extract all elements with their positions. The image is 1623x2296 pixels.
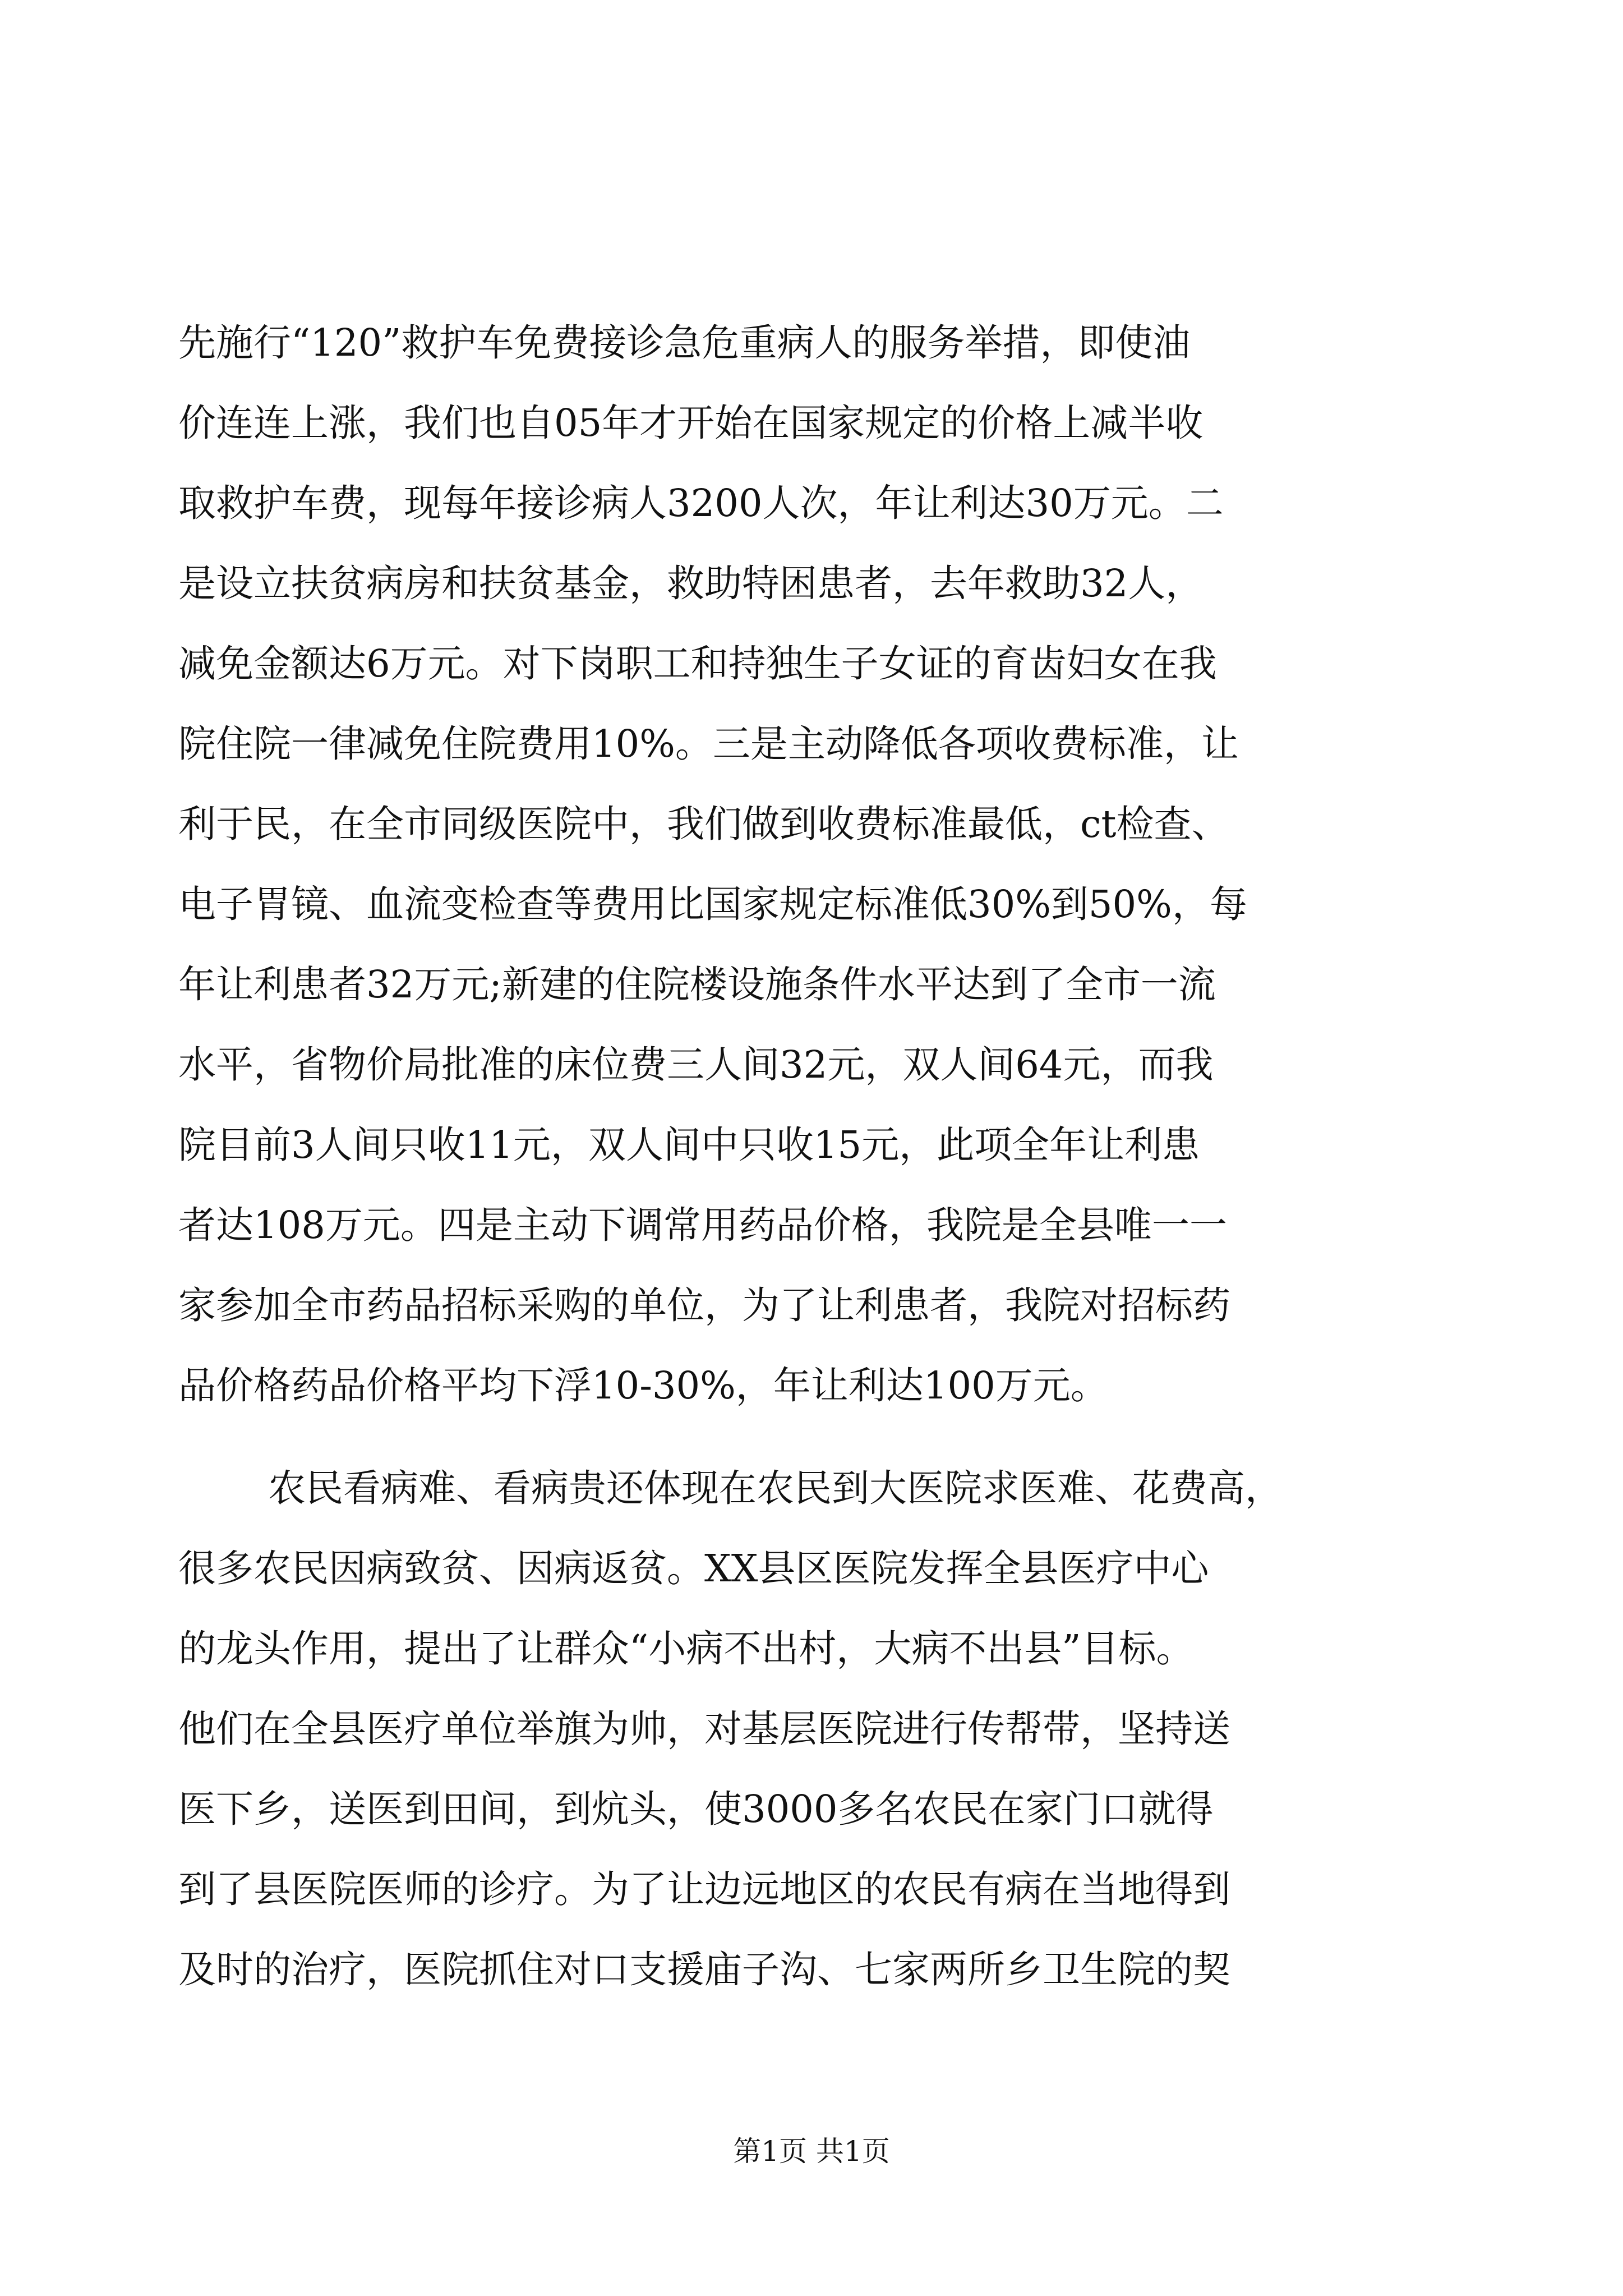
text-line: 家参加全市药品招标采购的单位，为了让利患者，我院对招标药 [178, 1283, 1230, 1327]
text-line: 及时的治疗，医院抓住对口支援庙子沟、七家两所乡卫生院的契 [178, 1948, 1230, 1991]
text-line: 减免金额达6万元。对下岗职工和持独生子女证的育齿妇女在我 [178, 642, 1217, 685]
text-line: 利于民，在全市同级医院中，我们做到收费标准最低，ct检查、 [178, 802, 1229, 846]
text-line: 是设立扶贫病房和扶贫基金，救助特困患者，去年救助32人， [178, 562, 1204, 605]
text-line: 的龙头作用，提出了让群众“小病不出村，大病不出县”目标。 [178, 1627, 1194, 1671]
text-line: 价连连上涨，我们也自05年才开始在国家规定的价格上减半收 [178, 401, 1204, 445]
text-line: 先施行“120”救护车免费接诊急危重病人的服务举措，即使油 [178, 321, 1191, 365]
paragraph-1 [178, 303, 1435, 1426]
text-line: 很多农民因病致贫、因病返贫。XX县区医院发挥全县医疗中心 [178, 1547, 1209, 1590]
text-line: 电子胃镜、血流变检查等费用比国家规定标准低30%到50%，每 [178, 882, 1247, 926]
text-line: 他们在全县医疗单位举旗为帅，对基层医院进行传帮带，坚持送 [178, 1707, 1230, 1751]
paragraph-2 [178, 1448, 1435, 2010]
text-line: 水平，省物价局批准的床位费三人间32元，双人间64元，而我 [178, 1043, 1214, 1087]
text-line: 农民看病难、看病贵还体现在农民到大医院求医难、花费高， [268, 1466, 1283, 1510]
text-line: 者达108万元。四是主动下调常用药品价格，我院是全县唯一一 [178, 1203, 1227, 1247]
text-line: 院住院一律减免住院费用10%。三是主动降低各项收费标准，让 [178, 722, 1239, 766]
text-line: 医下乡，送医到田间，到炕头，使3000多名农民在家门口就得 [178, 1787, 1214, 1831]
text-line: 取救护车费，现每年接诊病人3200人次，年让利达30万元。二 [178, 481, 1224, 525]
page-number: 第1页 共1页 [733, 2135, 890, 2168]
page-footer [0, 2132, 1623, 2171]
text-line: 到了县医院医师的诊疗。为了让边远地区的农民有病在当地得到 [178, 1867, 1230, 1911]
text-line: 年让利患者32万元;新建的住院楼设施条件水平达到了全市一流 [178, 963, 1216, 1006]
document-body [178, 303, 1435, 2010]
text-line: 院目前3人间只收11元，双人间中只收15元，此项全年让利患 [178, 1123, 1200, 1167]
text-line: 品价格药品价格平均下浮10-30%，年让利达100万元。 [178, 1364, 1108, 1407]
